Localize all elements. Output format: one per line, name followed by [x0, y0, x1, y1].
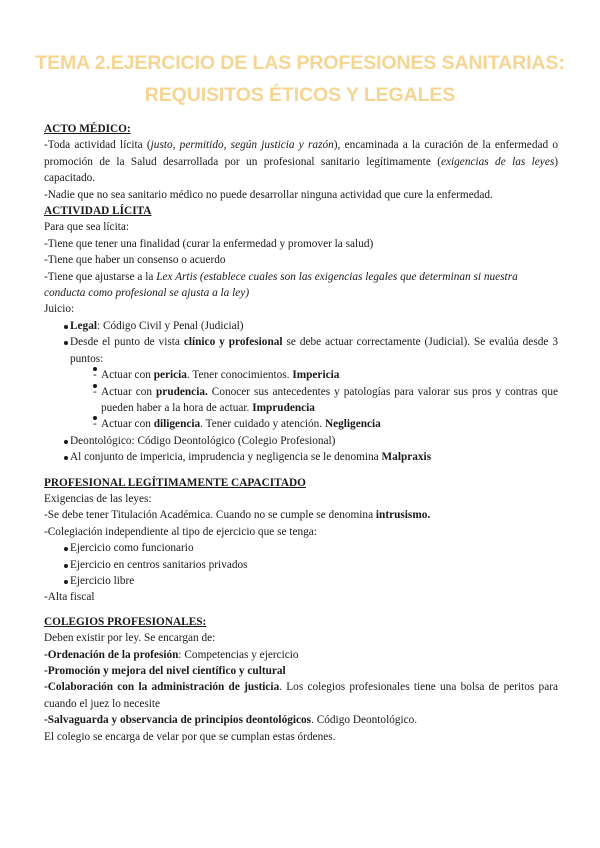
juicio-list [44, 318, 558, 466]
list-item: Deontológico: Código Deontológico (Colegio Profesional) [44, 433, 558, 449]
text-run: Conocer sus antecedentes y patologías para valorar sus pros y contras que pueden haber a la hora de actuar. [101, 385, 558, 414]
colegio-function [44, 679, 558, 712]
text-run: : Código Civil y Penal (Judicial) [97, 319, 244, 332]
bold-run: diligencia [153, 418, 201, 431]
evaluation-points-list [44, 367, 558, 433]
bold-run: Negligencia [324, 418, 381, 431]
bold-run: Malpraxis [381, 451, 432, 464]
bold-run: Impericia [292, 369, 340, 382]
requirement-consenso: -Tiene que haber un consenso o acuerdo [44, 254, 226, 267]
acto-medico-note: -Nadie que no sea sanitario médico no puede desarrollar ninguna actividad que cure la enfermedad. [44, 188, 493, 201]
list-item: Ejercicio libre [44, 573, 558, 589]
list-item [44, 334, 558, 432]
section-heading-colegios: COLEGIOS PROFESIONALES: [44, 615, 207, 628]
text-run: . Los colegios profesionales tiene una bolsa de peritos para cuando el juez lo necesite [44, 681, 558, 710]
colegios-intro: Deben existir por ley. Se encargan de: [44, 632, 216, 645]
list-item [44, 449, 558, 465]
section-actividad-licita [44, 203, 558, 466]
colegio-function [44, 663, 558, 679]
bold-run: Imprudencia [252, 401, 315, 414]
list-item: Ejercicio en centros sanitarios privados [44, 557, 558, 573]
requirement-finalidad: -Tiene que tener una finalidad (curar la enfermedad y promover la salud) [44, 237, 374, 250]
section-colegios [44, 614, 558, 745]
profesional-titulacion [44, 507, 558, 523]
list-item [44, 367, 558, 383]
document-title-line1: TEMA 2.EJERCICIO DE LAS PROFESIONES SANITARIAS: [35, 52, 565, 74]
colegio-function [44, 712, 558, 728]
bold-run: pericia [153, 369, 187, 382]
italic-run: exigencias de las leyes [440, 155, 555, 168]
section-acto-medico [44, 121, 558, 203]
actividad-licita-intro: Para que sea lícita: [44, 221, 130, 234]
text-run: se debe actuar correctamente (Judicial). Se evalúa desde 3 puntos: [70, 336, 558, 365]
colegio-function [44, 647, 558, 663]
bold-run: -Ordenación de la profesión [44, 648, 179, 661]
colegios-closing: El colegio se encarga de velar por que se cumplan estas órdenes. [44, 730, 336, 743]
bold-run: -Colaboración con la administración de justicia [44, 681, 280, 694]
text-run: Desde el punto de vista [70, 336, 184, 349]
juicio-label: Juicio: [44, 303, 75, 316]
text-run: : Competencias y ejercicio [178, 648, 299, 661]
document-body [44, 121, 558, 745]
text-run: . Tener cuidado y atención. [200, 418, 325, 431]
profesional-colegiacion: -Colegiación independiente al tipo de ejercicio que se tenga: [44, 525, 317, 538]
text-run: Actuar con [101, 369, 154, 382]
section-profesional-capacitado [44, 475, 558, 606]
text-run: Actuar con [101, 418, 154, 431]
acto-medico-definition [44, 137, 558, 186]
text-run: ), encaminada a la curación de la enfermedad o promoción de la Salud desarrollada por un profesional sanitario legítimamente ( [44, 139, 559, 168]
text-run: Actuar con [101, 385, 157, 398]
section-heading-profesional: PROFESIONAL LEGÍTIMAMENTE CAPACITADO [44, 476, 306, 489]
list-item [44, 384, 558, 417]
text-run: . Código Deontológico. [311, 714, 418, 727]
bold-run: -Salvaguarda y observancia de principios deontológicos [44, 714, 312, 727]
bold-run: intrusismo. [375, 509, 431, 522]
bold-run: Legal [70, 319, 97, 332]
bold-run: clínico y profesional [183, 336, 283, 349]
bold-run: -Promoción y mejora del nivel científico y cultural [44, 665, 286, 677]
document-title-line2: REQUISITOS ÉTICOS Y LEGALES [144, 84, 456, 106]
italic-run: justo, permitido, según justicia y razón [150, 139, 334, 152]
text-run: ) capacitado. [44, 155, 558, 185]
requirement-lex-artis [44, 269, 558, 302]
bold-run: prudencia. [156, 385, 208, 398]
profesional-alta-fiscal: -Alta fiscal [44, 591, 95, 604]
italic-run: Lex Artis (establece cuales son las exigencias legales que determinan si nuestra conducta como profesional se ajusta a la ley) [44, 270, 518, 300]
profesional-intro: Exigencias de las leyes: [44, 492, 152, 505]
ejercicio-list [44, 540, 558, 589]
text-run: Al conjunto de impericia, imprudencia y negligencia se le denomina [70, 451, 382, 464]
text-run: -Tiene que ajustarse a la [44, 270, 157, 283]
list-item [44, 416, 558, 432]
list-item: Ejercicio como funcionario [44, 540, 558, 556]
text-run: . Tener conocimientos. [186, 369, 293, 382]
text-run: -Toda actividad lícita ( [44, 139, 151, 152]
text-run: -Se debe tener Titulación Académica. Cuando no se cumple se denomina [44, 509, 376, 522]
list-item [44, 318, 558, 334]
section-heading-acto-medico: ACTO MÉDICO: [44, 123, 131, 135]
section-heading-actividad-licita: ACTIVIDAD LÍCITA [44, 205, 152, 218]
